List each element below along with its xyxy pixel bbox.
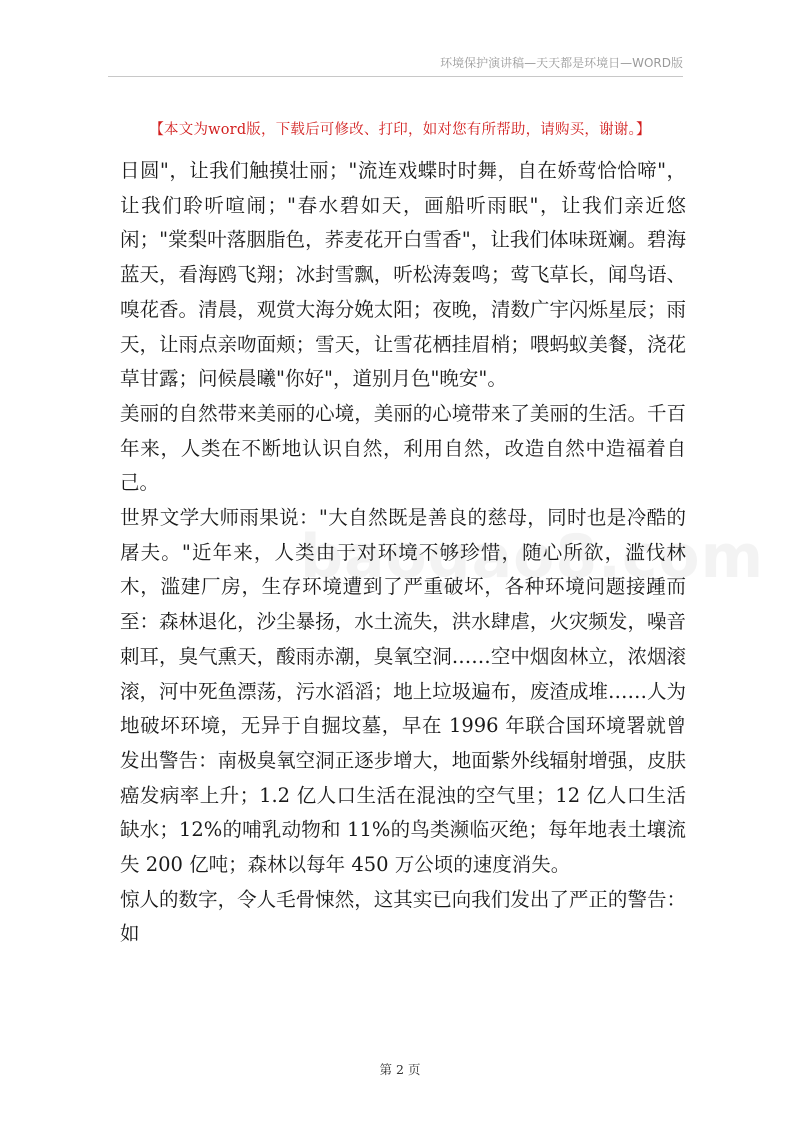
- download-notice: 【本文为word版，下载后可修改、打印，如对您有所帮助，请购买，谢谢。】: [149, 122, 651, 138]
- paragraph-4: 惊人的数字，令人毛骨悚然，这其实已向我们发出了严正的警告：如: [120, 887, 686, 946]
- page-header: [108, 54, 683, 77]
- header-title: 环境保护演讲稿—天天都是环境日—WORD版: [440, 56, 683, 70]
- page-number: 第 2 页: [379, 1062, 421, 1077]
- paragraph-3: 世界文学大师雨果说："大自然既是善良的慈母，同时也是冷酷的屠夫。"近年来，人类由于对环境不够珍惜，随心所欲，滥伐林木，滥建厂房，生存环境遭到了严重破坏，各种环境问题接踵而至：森林退化，沙尘暴扬，水土流失，洪水肆虐，火灾频发，噪音刺耳，臭气熏天，酸雨赤潮，臭氧空洞……空中烟囱林立，浓烟滚滚，河中死鱼漂荡，污水滔滔；地上垃圾遍布，废渣成堆……人为地破坏环境，无异于自掘坟墓，早在 1996 年联合国环境署就曾发出警告：南极臭氧空洞正逐步增大，地面紫外线辐射增强，皮肤癌发病率上升；1.2 亿人口生活在混浊的空气里；12 亿人口生活缺水；12%的哺乳动物和 11%的鸟类濒临灭绝；每年地表土壤流失 200 亿吨；森林以每年 450 万公顷的速度消失。: [120, 506, 686, 877]
- paragraph-2: 美丽的自然带来美丽的心境，美丽的心境带来了美丽的生活。千百年来，人类在不断地认识自然，利用自然，改造自然中造福着自己。: [120, 401, 686, 495]
- page-footer: [0, 1060, 800, 1078]
- document-body: [120, 154, 686, 952]
- paragraph-1: 日圆"，让我们触摸壮丽；"流连戏蝶时时舞，自在娇莺恰恰啼"，让我们聆听喧闹；"春水碧如天，画船听雨眠"，让我们亲近悠闲；"棠梨叶落胭脂色，荞麦花开白雪香"，让我们体味斑斓。碧海蓝天，看海鸥飞翔；冰封雪飘，听松涛轰鸣；莺飞草长，闻鸟语、嗅花香。清晨，观赏大海分娩太阳；夜晚，清数广宇闪烁星辰；雨天，让雨点亲吻面颊；雪天，让雪花栖挂眉梢；喂蚂蚁美餐，浇花草甘露；问候晨曦"你好"，道别月色"晚安"。: [120, 159, 686, 391]
